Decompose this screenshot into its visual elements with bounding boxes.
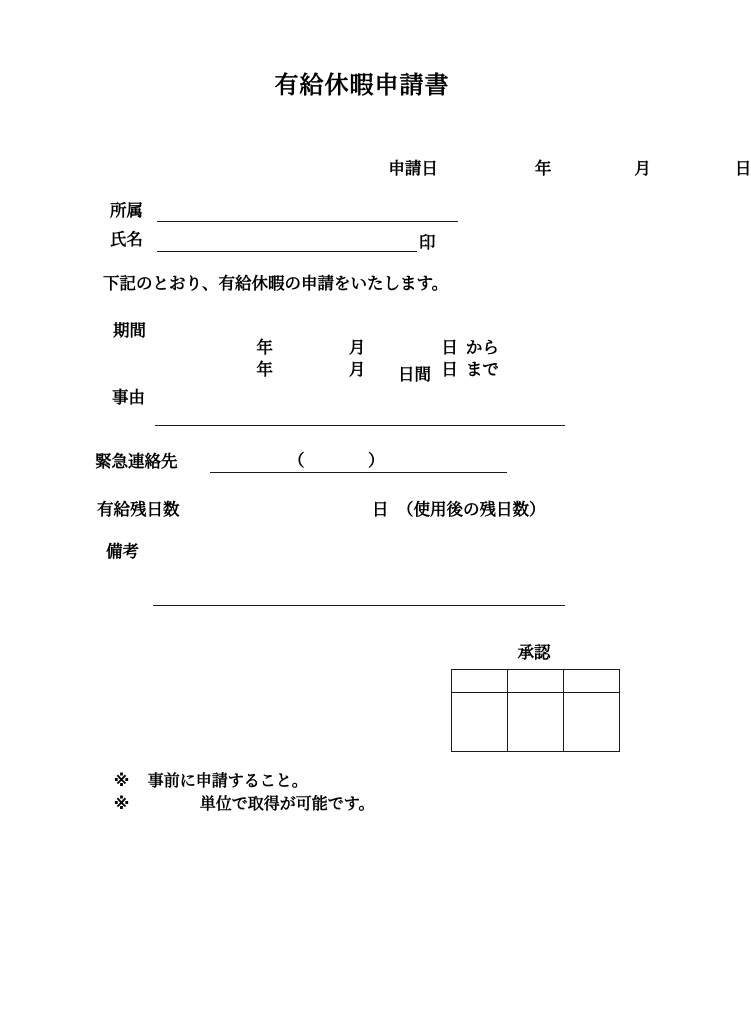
reason-label: 事由 [112,389,145,407]
approval-body-cell-3[interactable] [564,692,620,751]
approval-body-cell-2[interactable] [508,692,564,751]
remaining-days-unit: 日 [372,501,389,519]
approval-section [451,645,620,752]
note-mark-2: ※ [113,796,130,813]
application-date-year-unit: 年 [534,159,552,178]
approval-header-cell-2[interactable] [508,669,564,692]
emergency-contact-paren-close: ） [368,452,385,470]
note-text-2: 単位で取得が可能です。 [199,796,375,813]
application-date-row [370,144,751,194]
period-from-suffix: から [465,338,499,357]
approval-table [451,669,620,752]
period-to-month-unit: 月 [348,360,366,379]
statement-text: 下記のとおり、有給休暇の申請をいたします。 [103,275,449,293]
period-total-days-unit: 日間 [398,366,431,384]
period-label: 期間 [113,322,146,340]
application-date-label: 申請日 [388,159,438,178]
name-input-line[interactable] [157,251,417,252]
approval-caption: 承認 [517,644,551,662]
remaining-days-label: 有給残日数 [97,501,180,519]
department-label: 所属 [110,202,143,220]
remarks-input-line[interactable] [153,605,565,606]
approval-table-header-row [452,669,620,692]
application-date-day-unit: 日 [734,159,751,178]
period-to-suffix: まで [465,360,499,379]
period-to-row[interactable] [238,345,499,395]
period-from-year-unit: 年 [256,338,273,357]
remaining-days-annotation: （使用後の残日数） [397,501,546,519]
approval-header-cell-3[interactable] [564,669,620,692]
note-mark-1: ※ [113,773,130,790]
period-to-day-unit: 日 [441,360,458,379]
page-title: 有給休暇申請書 [274,72,450,99]
period-to-year-unit: 年 [256,360,273,379]
application-date-month-unit: 月 [634,159,651,178]
emergency-contact-paren-open: （ [288,452,305,470]
approval-header-cell-1[interactable] [452,669,508,692]
reason-input-line[interactable] [155,425,565,426]
note-item-2 [96,781,375,829]
emergency-contact-input-line[interactable] [210,472,507,473]
note-text-1: 事前に申請すること。 [147,773,308,790]
remarks-label: 備考 [106,543,139,561]
approval-table-body-row [452,692,620,751]
period-from-day-unit: 日 [441,338,458,357]
approval-body-cell-1[interactable] [452,692,508,751]
department-input-line[interactable] [157,221,458,222]
period-from-month-unit: 月 [348,338,366,357]
emergency-contact-label: 緊急連絡先 [95,453,178,471]
name-label: 氏名 [110,231,143,249]
seal-label: 印 [419,234,436,252]
